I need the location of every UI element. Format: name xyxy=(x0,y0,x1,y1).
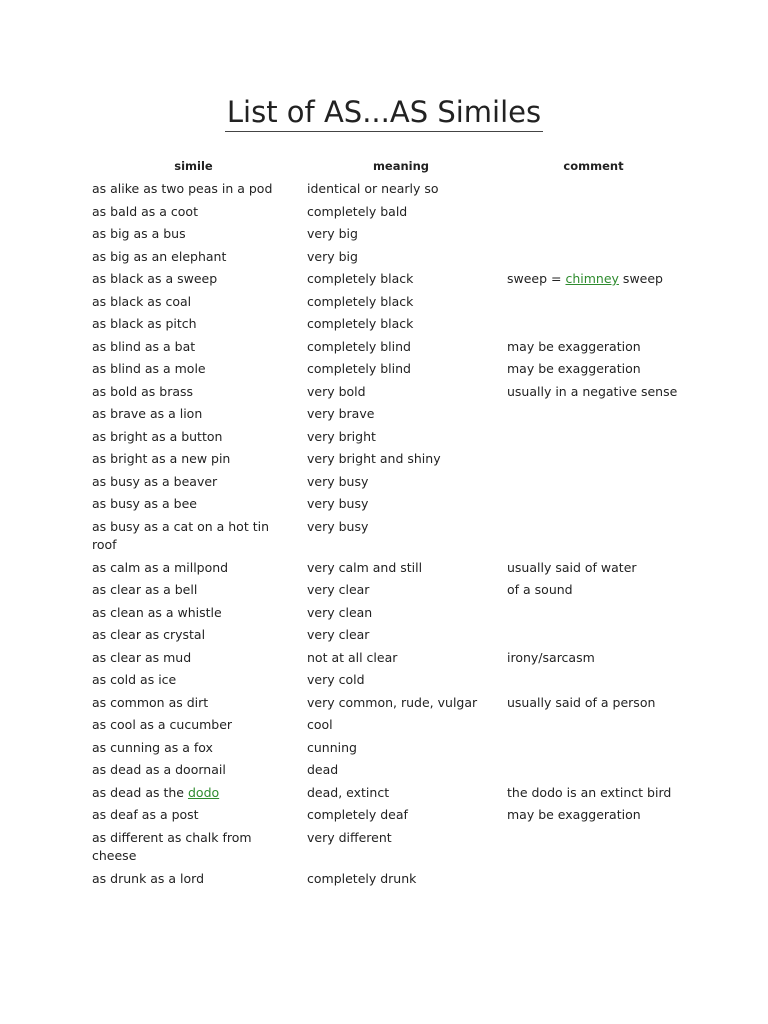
meaning-cell: completely deaf xyxy=(307,807,408,822)
meaning-cell: completely blind xyxy=(307,338,411,354)
table-body xyxy=(86,178,686,890)
meaning-cell: very busy xyxy=(307,473,369,489)
meaning-cell: completely black xyxy=(307,271,414,286)
meaning-cell: dead, extinct xyxy=(307,784,390,800)
comment-cell xyxy=(501,759,686,782)
simile-cell: as clear as crystal xyxy=(92,627,206,642)
meaning-cell: very busy xyxy=(307,496,369,511)
simile-cell: as clear as a bell xyxy=(92,582,198,597)
meaning-cell: completely drunk xyxy=(307,870,417,886)
meaning-cell: very big xyxy=(307,248,358,264)
table-row xyxy=(86,291,686,314)
comment-cell xyxy=(501,246,686,269)
table-row xyxy=(86,246,686,269)
simile-cell: as big as a bus xyxy=(92,226,186,241)
table-row xyxy=(86,448,686,471)
page-title: List of AS...AS Similes xyxy=(225,94,543,132)
table-row xyxy=(86,804,686,827)
meaning-cell: very big xyxy=(307,226,358,241)
comment-cell xyxy=(501,602,686,625)
table-row xyxy=(86,669,686,692)
simile-cell: as bright as a button xyxy=(92,428,223,444)
simile-cell: as black as a sweep xyxy=(92,271,218,286)
simile-cell: as dead as a doornail xyxy=(92,762,226,777)
comment-cell xyxy=(501,291,686,314)
simile-link[interactable]: dodo xyxy=(187,784,220,800)
comment-cell: the dodo is an extinct bird xyxy=(507,784,672,800)
meaning-cell: very clean xyxy=(307,604,373,620)
simile-text: as dead as the xyxy=(92,784,188,800)
table-header-row xyxy=(86,154,686,178)
table-row xyxy=(86,493,686,516)
comment-cell xyxy=(501,471,686,494)
table-row xyxy=(86,647,686,670)
simile-cell: as brave as a lion xyxy=(92,406,203,421)
meaning-cell: very cold xyxy=(307,672,365,687)
comment-cell xyxy=(501,516,686,557)
table-row xyxy=(86,358,686,381)
comment-text: sweep xyxy=(618,271,663,286)
comment-cell xyxy=(501,827,686,868)
column-header-meaning: meaning xyxy=(372,159,430,173)
simile-cell: as deaf as a post xyxy=(92,807,199,822)
comment-cell xyxy=(501,714,686,737)
meaning-cell: very different xyxy=(307,829,392,845)
comment-cell xyxy=(501,403,686,426)
comment-cell xyxy=(501,268,686,291)
comment-cell: irony/sarcasm xyxy=(507,649,595,665)
comment-text: sweep = xyxy=(507,271,566,286)
simile-cell: as black as pitch xyxy=(92,316,197,331)
simile-cell: as cool as a cucumber xyxy=(92,717,233,732)
simile-cell: as busy as a cat on a hot tin roof xyxy=(92,518,269,552)
table-row xyxy=(86,759,686,782)
comment-cell xyxy=(501,223,686,246)
meaning-cell: dead xyxy=(307,762,339,777)
table-row xyxy=(86,223,686,246)
table-row xyxy=(86,178,686,201)
comment-cell: usually said of a person xyxy=(507,694,656,710)
table-row xyxy=(86,516,686,557)
meaning-cell: very brave xyxy=(307,406,375,421)
page-title-wrapper xyxy=(0,92,768,132)
table-row xyxy=(86,557,686,580)
simile-cell: as bold as brass xyxy=(92,383,194,399)
simile-cell: as big as an elephant xyxy=(92,248,227,264)
table-row xyxy=(86,624,686,647)
simile-cell: as black as coal xyxy=(92,293,192,309)
table-row xyxy=(86,381,686,404)
meaning-cell: completely bald xyxy=(307,203,408,219)
table-row xyxy=(86,714,686,737)
comment-cell xyxy=(501,624,686,647)
simile-table xyxy=(86,154,686,890)
table-row xyxy=(86,403,686,426)
meaning-cell: not at all clear xyxy=(307,649,398,665)
simile-cell: as bright as a new pin xyxy=(92,451,231,466)
meaning-cell: very busy xyxy=(307,518,369,534)
simile-cell: as different as chalk from cheese xyxy=(92,829,252,863)
comment-cell: may be exaggeration xyxy=(507,807,641,822)
comment-cell xyxy=(501,201,686,224)
simile-cell: as calm as a millpond xyxy=(92,559,229,575)
comment-cell xyxy=(501,493,686,516)
simile-cell: as busy as a beaver xyxy=(92,473,218,489)
simile-cell xyxy=(86,782,301,805)
meaning-cell: very bright xyxy=(307,428,376,444)
column-header-comment: comment xyxy=(563,159,624,173)
simile-cell: as drunk as a lord xyxy=(92,870,205,886)
comment-cell: of a sound xyxy=(507,582,573,597)
table-row xyxy=(86,692,686,715)
comment-cell xyxy=(501,426,686,449)
table-row xyxy=(86,201,686,224)
meaning-cell: completely blind xyxy=(307,361,411,376)
simile-cell: as common as dirt xyxy=(92,694,209,710)
comment-cell xyxy=(501,448,686,471)
table-row xyxy=(86,737,686,760)
comment-link[interactable]: chimney xyxy=(565,271,619,286)
table-row xyxy=(86,313,686,336)
meaning-cell: very calm and still xyxy=(307,559,423,575)
meaning-cell: completely black xyxy=(307,316,414,331)
meaning-cell: identical or nearly so xyxy=(307,181,439,196)
simile-cell: as alike as two peas in a pod xyxy=(92,181,273,196)
comment-cell xyxy=(501,313,686,336)
comment-cell: usually said of water xyxy=(507,559,637,575)
simile-cell: as bald as a coot xyxy=(92,203,198,219)
simile-cell: as busy as a bee xyxy=(92,496,197,511)
simile-cell: as clear as mud xyxy=(92,649,192,665)
table-row xyxy=(86,426,686,449)
comment-cell: usually in a negative sense xyxy=(507,383,678,399)
meaning-cell: very common, rude, vulgar xyxy=(307,694,478,710)
meaning-cell: cunning xyxy=(307,739,357,755)
comment-cell xyxy=(501,178,686,201)
comment-cell: may be exaggeration xyxy=(507,338,641,354)
table-row xyxy=(86,782,686,805)
simile-cell: as blind as a mole xyxy=(92,361,206,376)
meaning-cell: very clear xyxy=(307,582,370,597)
table-row xyxy=(86,268,686,291)
meaning-cell: very bright and shiny xyxy=(307,451,441,466)
table-row xyxy=(86,336,686,359)
comment-cell xyxy=(501,669,686,692)
meaning-cell: very clear xyxy=(307,627,370,642)
comment-cell xyxy=(501,868,686,891)
simile-cell: as clean as a whistle xyxy=(92,604,222,620)
meaning-cell: cool xyxy=(307,717,333,732)
comment-cell xyxy=(501,737,686,760)
simile-cell: as cunning as a fox xyxy=(92,739,213,755)
simile-cell: as blind as a bat xyxy=(92,338,196,354)
column-header-simile: simile xyxy=(174,159,213,173)
table-row xyxy=(86,827,686,868)
table-row xyxy=(86,471,686,494)
simile-cell: as cold as ice xyxy=(92,672,177,687)
table-row xyxy=(86,579,686,602)
table-row xyxy=(86,868,686,891)
meaning-cell: completely black xyxy=(307,293,414,309)
table-row xyxy=(86,602,686,625)
meaning-cell: very bold xyxy=(307,383,366,399)
comment-cell: may be exaggeration xyxy=(507,361,641,376)
